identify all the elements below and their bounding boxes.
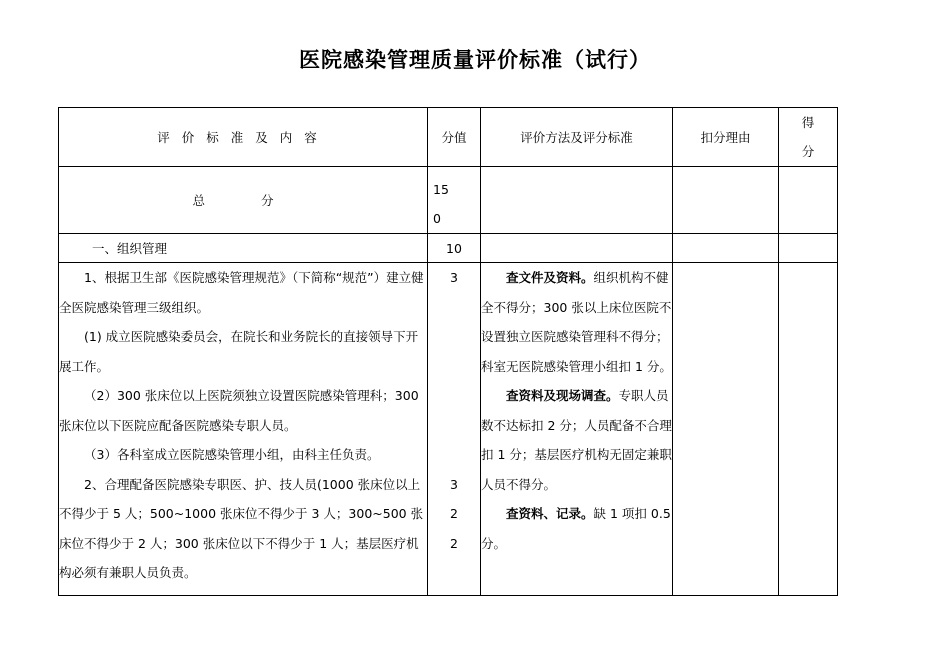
section-score: 10 — [428, 234, 481, 263]
content-paragraph: （3）各科室成立医院感染管理小组，由科主任负责。 — [84, 447, 380, 462]
item-score: 2 — [450, 506, 458, 521]
method-keyword: 查资料及现场调查。 — [506, 388, 619, 403]
item-gained — [779, 263, 838, 596]
section-label: 一、组织管理 — [59, 234, 428, 263]
content-paragraph: 2、合理配备医院感染专职医、护、技人员(1000 张床位以上不得少于 5 人；500~1000 张床位不得少于 3 人；300~500 张床位不得少于 2 人；300 张床位以下不得少于 1 人；基层医疗机构必须有兼职人员负责。 — [59, 476, 424, 580]
section-deduction — [673, 234, 779, 263]
header-gained-line2: 分 — [801, 144, 815, 159]
evaluation-table — [58, 107, 838, 596]
total-method — [481, 167, 673, 234]
item-score: 2 — [450, 535, 458, 551]
total-label: 总分 — [59, 167, 428, 234]
item-score: 3 — [450, 476, 458, 492]
method-paragraph — [481, 381, 672, 499]
header-deduction: 扣分理由 — [673, 108, 779, 167]
item-score: 3 — [450, 270, 458, 285]
header-content — [59, 108, 428, 167]
item-deduction — [673, 263, 779, 596]
section-gained — [779, 234, 838, 263]
method-paragraph — [481, 499, 672, 558]
total-gained — [779, 167, 838, 234]
header-method: 评价方法及评分标准 — [481, 108, 673, 167]
content-paragraph: (1) 成立医院感染委员会，在院长和业务院长的直接领导下开展工作。 — [59, 329, 419, 374]
method-paragraph — [481, 263, 672, 381]
section-method — [481, 234, 673, 263]
header-gained — [779, 108, 838, 167]
section-row — [59, 234, 838, 263]
item-method — [481, 263, 673, 596]
total-row — [59, 167, 838, 234]
content-paragraph: （2）300 张床位以上医院须独立设置医院感染管理科；300 张床位以下医院应配备医院感染专职人员。 — [59, 388, 419, 433]
total-score — [428, 167, 481, 234]
total-score-line1: 15 — [433, 182, 449, 197]
method-text: 缺 1 项扣 0.5 分。 — [481, 506, 671, 551]
method-text: 组织机构不健全不得分；300 张以上床位医院不设置独立医院感染管理科不得分；科室无医院感染管理小组扣 1 分。 — [481, 270, 672, 374]
total-deduction — [673, 167, 779, 234]
header-row — [59, 108, 838, 167]
header-gained-line1: 得 — [801, 115, 815, 130]
item-row — [59, 263, 838, 596]
method-keyword: 查文件及资料。 — [506, 270, 594, 285]
score-spacer — [428, 293, 480, 470]
header-score: 分值 — [428, 108, 481, 167]
item-content — [59, 263, 428, 596]
item-scores — [428, 263, 481, 596]
method-text: 专职人员数不达标扣 2 分；人员配备不合理扣 1 分；基层医疗机构无固定兼职人员不得分。 — [481, 388, 672, 492]
content-paragraph: 1、根据卫生部《医院感染管理规范》（下简称“规范”）建立健全医院感染管理三级组织。 — [59, 270, 424, 315]
header-content-label: 评价标准及内容 — [157, 130, 329, 145]
method-keyword: 查资料、记录。 — [506, 506, 594, 521]
page-title: 医院感染管理质量评价标准（试行） — [299, 48, 651, 72]
total-score-line2: 0 — [433, 211, 441, 226]
